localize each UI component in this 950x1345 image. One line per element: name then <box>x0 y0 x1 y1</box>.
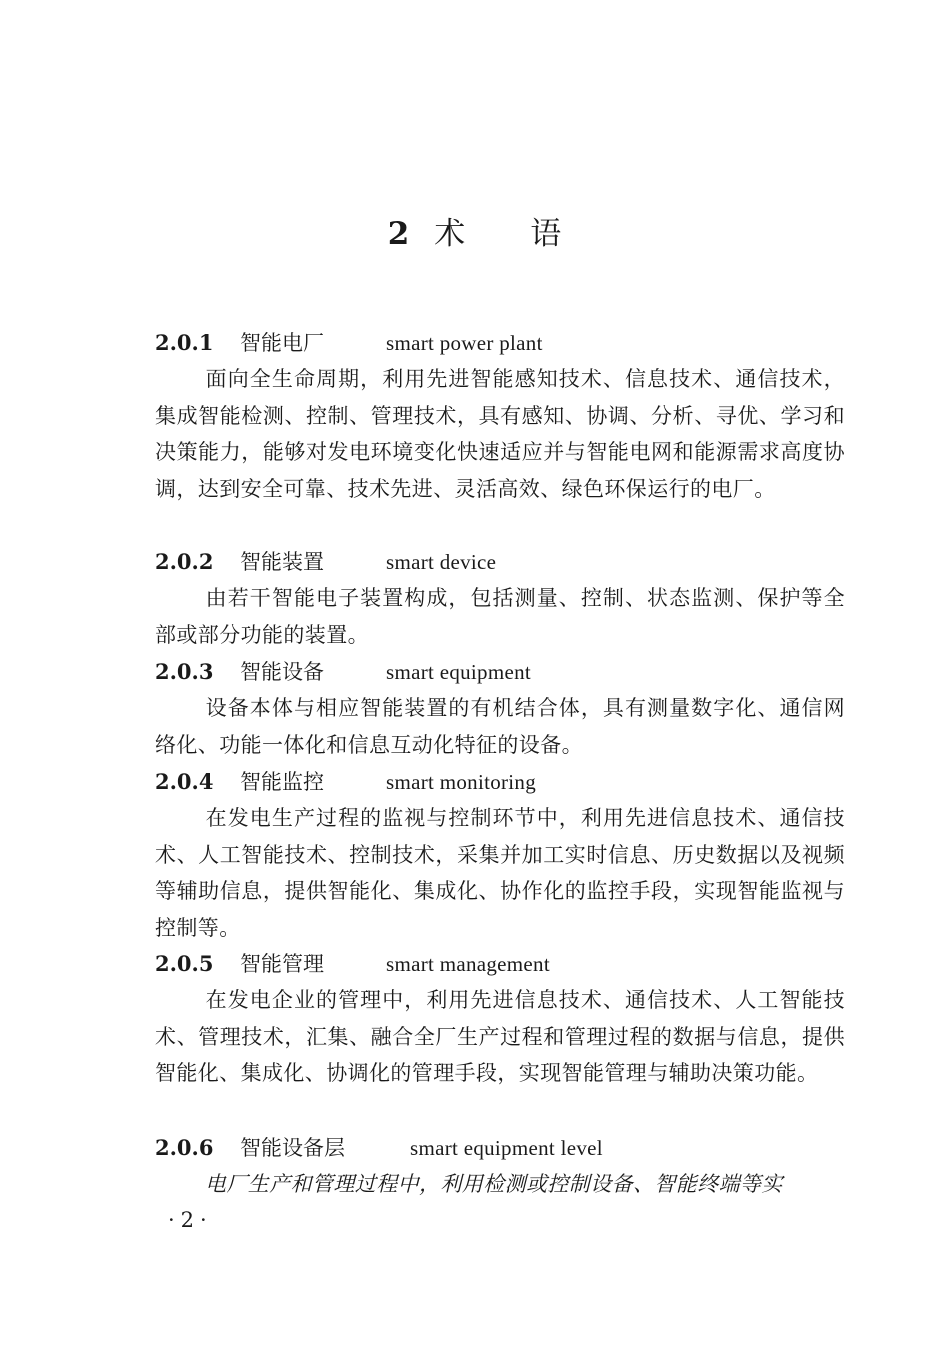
term-heading <box>155 325 845 361</box>
term-number: 2.0.6 <box>155 1135 214 1160</box>
term-heading <box>155 1130 845 1166</box>
term-definition-text: 设备本体与相应智能装置的有机结合体，具有测量数字化、通信网络化、功能一体化和信息互动化特征的设备。 <box>155 696 845 757</box>
term-number: 2.0.1 <box>155 330 214 355</box>
term-english: smart monitoring <box>386 770 537 794</box>
term-heading <box>155 544 845 580</box>
term-definition-text: 电厂生产和管理过程中，利用检测或控制设备、智能终端等实 <box>205 1172 783 1196</box>
term-number: 2.0.3 <box>155 659 214 684</box>
term-2-0-2 <box>155 544 845 653</box>
term-chinese: 智能设备 <box>240 660 324 684</box>
term-2-0-1 <box>155 325 845 507</box>
term-definition <box>155 580 845 653</box>
term-chinese: 智能装置 <box>240 550 324 574</box>
term-definition <box>155 690 845 763</box>
term-chinese: 智能电厂 <box>240 331 324 355</box>
page-number: ·2· <box>168 1208 213 1232</box>
term-english: smart management <box>386 952 550 976</box>
term-english: smart equipment <box>386 660 532 684</box>
term-2-0-5 <box>155 946 845 1092</box>
chapter-title <box>0 208 950 253</box>
term-chinese: 智能监控 <box>240 770 324 794</box>
term-heading <box>155 764 845 800</box>
term-heading <box>155 654 845 690</box>
term-english: smart power plant <box>386 331 543 355</box>
chapter-word-2: 语 <box>530 216 563 252</box>
term-definition <box>155 1166 845 1203</box>
term-heading <box>155 946 845 982</box>
term-definition-text: 面向全生命周期，利用先进智能感知技术、信息技术、通信技术，集成智能检测、控制、管理技术，具有感知、协调、分析、寻优、学习和决策能力，能够对发电环境变化快速适应并与智能电网和能源需求高度协调，达到安全可靠、技术先进、灵活高效、绿色环保运行的电厂。 <box>155 367 845 501</box>
term-number: 2.0.2 <box>155 549 214 574</box>
term-definition <box>155 800 845 946</box>
term-number: 2.0.5 <box>155 951 214 976</box>
term-2-0-4 <box>155 764 845 946</box>
term-definition-text: 由若干智能电子装置构成，包括测量、控制、状态监测、保护等全部或部分功能的装置。 <box>155 586 845 647</box>
term-english: smart equipment level <box>410 1136 603 1160</box>
term-chinese: 智能管理 <box>240 952 324 976</box>
term-definition-text: 在发电企业的管理中，利用先进信息技术、通信技术、人工智能技术、管理技术，汇集、融合全厂生产过程和管理过程的数据与信息，提供智能化、集成化、协调化的管理手段，实现智能管理与辅助决策功能。 <box>155 988 845 1085</box>
term-2-0-6 <box>155 1130 845 1203</box>
term-chinese: 智能设备层 <box>240 1136 345 1160</box>
term-english: smart device <box>386 550 497 574</box>
term-number: 2.0.4 <box>155 769 214 794</box>
term-definition <box>155 361 845 507</box>
chapter-number: 2 <box>387 216 411 252</box>
term-2-0-3 <box>155 654 845 763</box>
chapter-word-1: 术 <box>434 216 467 252</box>
term-definition-text: 在发电生产过程的监视与控制环节中，利用先进信息技术、通信技术、人工智能技术、控制技术，采集并加工实时信息、历史数据以及视频等辅助信息，提供智能化、集成化、协作化的监控手段，实现智能监视与控制等。 <box>155 806 845 940</box>
term-definition <box>155 982 845 1092</box>
